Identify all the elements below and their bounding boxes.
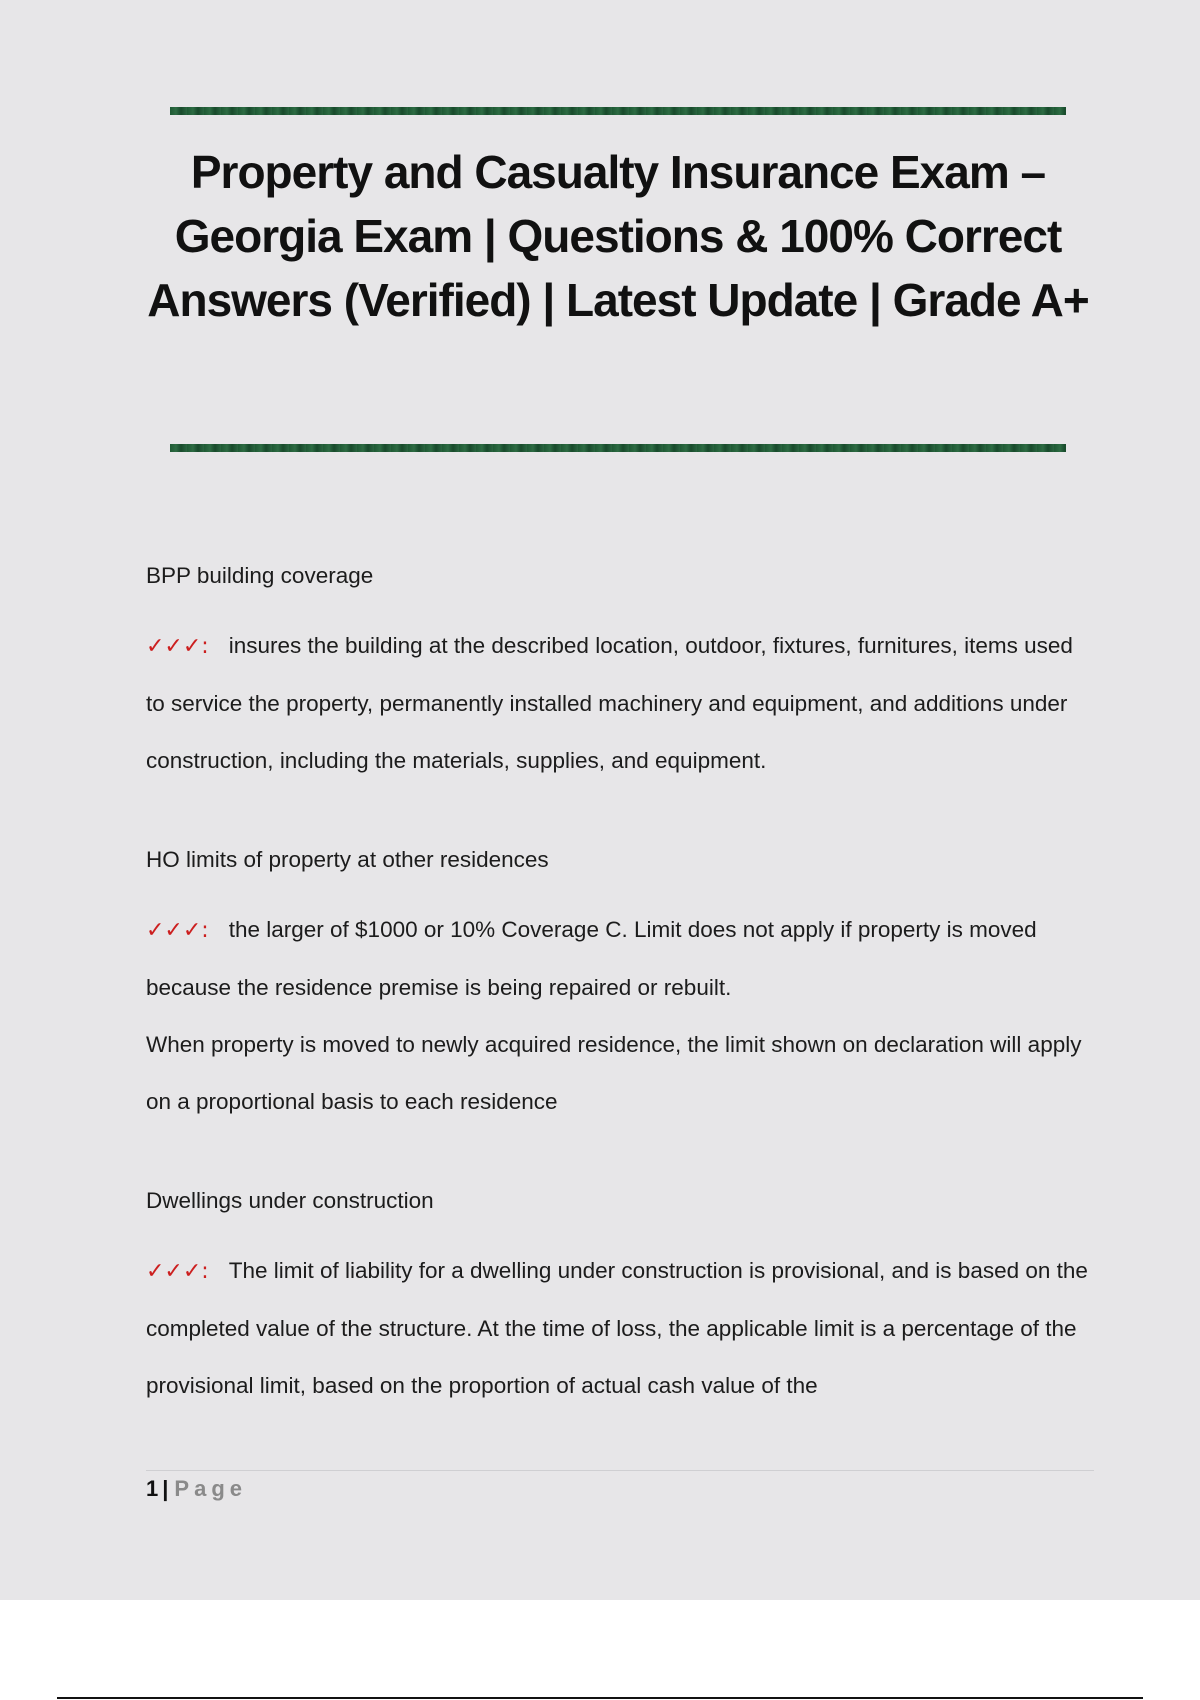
- page-number: 1: [146, 1476, 159, 1501]
- answer-text: [146, 617, 1096, 789]
- page-footer: [146, 1474, 247, 1504]
- qa-content: [146, 558, 1096, 1414]
- check-marks-icon: ✓✓✓:: [146, 634, 209, 659]
- qa-item: [146, 842, 1096, 1130]
- qa-item: [146, 1183, 1096, 1414]
- check-marks-icon: ✓✓✓:: [146, 918, 209, 943]
- bottom-border-line: [57, 1697, 1143, 1699]
- document-title: Property and Casualty Insurance Exam – Georgia Exam | Questions & 100% Correct Answers (Verified) | Latest Update | Grade A+: [147, 146, 1089, 326]
- qa-item: [146, 558, 1096, 789]
- answer-text: [146, 901, 1096, 1016]
- answer-text: [146, 1242, 1096, 1414]
- answer-body: insures the building at the described location, outdoor, fixtures, furnitures, items used to service the property, permanently installed machinery and equipment, and additions under construction, including the materials, supplies, and equipment.: [146, 633, 1073, 773]
- answer-body: the larger of $1000 or 10% Coverage C. Limit does not apply if property is moved because the residence premise is being repaired or rebuilt.: [146, 917, 1037, 1000]
- question-text: HO limits of property at other residences: [146, 847, 549, 872]
- footer-separator: |: [162, 1476, 169, 1501]
- answer-body: The limit of liability for a dwelling under construction is provisional, and is based on the completed value of the structure. At the time of loss, the applicable limit is a percentage of the provisional limit, based on the proportion of actual cash value of the: [146, 1258, 1088, 1398]
- footer-divider: [146, 1470, 1094, 1471]
- answer-continued-text: When property is moved to newly acquired residence, the limit shown on declaration will apply on a proportional basis to each residence: [146, 1032, 1082, 1114]
- top-decorative-rule: [170, 107, 1066, 115]
- check-marks-icon: ✓✓✓:: [146, 1259, 209, 1284]
- question-text: BPP building coverage: [146, 563, 374, 588]
- page-label: Page: [174, 1476, 247, 1501]
- bottom-decorative-rule: [170, 444, 1066, 452]
- question-text: Dwellings under construction: [146, 1188, 434, 1213]
